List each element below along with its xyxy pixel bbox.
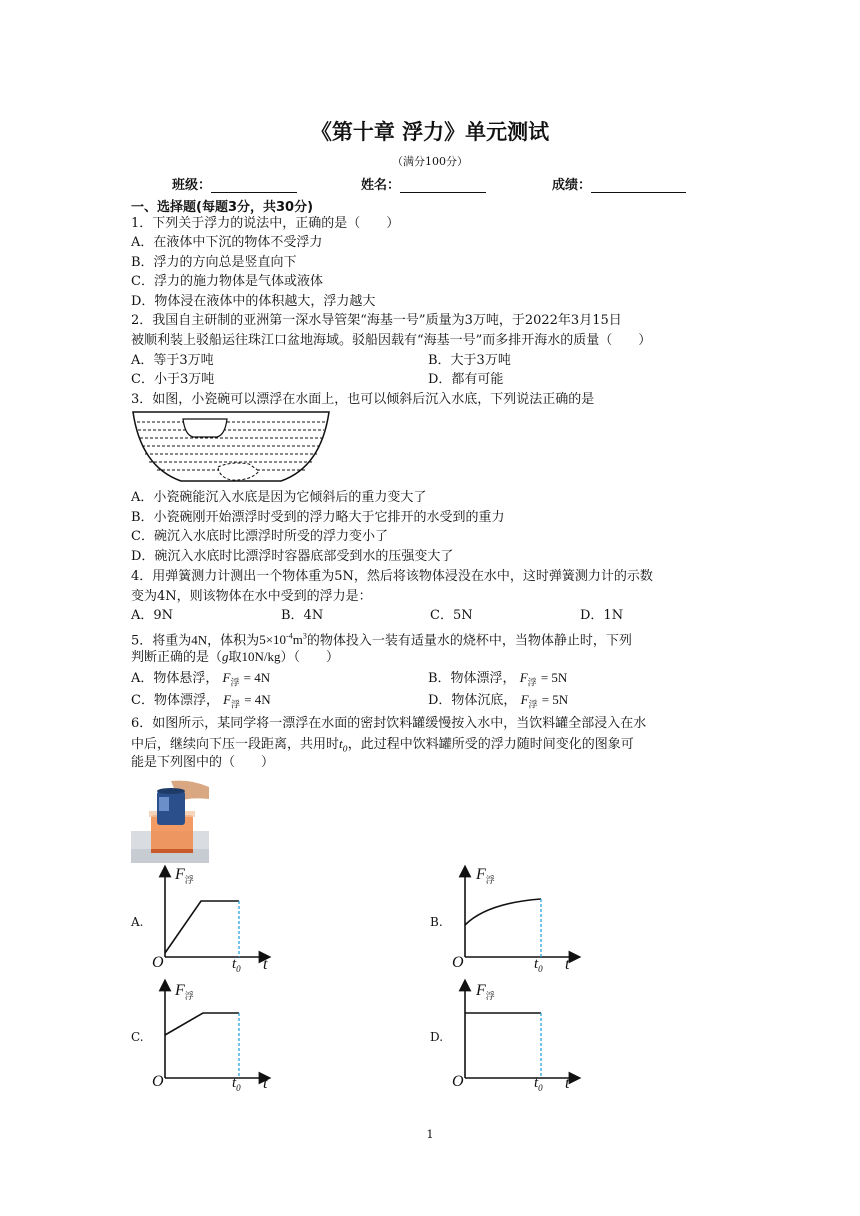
q5-text-c: 的物体投入一装有适量水的烧杯中，当物体静止时，下列 [306, 633, 632, 649]
page-title: 《第十章 浮力》单元测试 [310, 120, 550, 144]
q5-c-text: C．物体漂浮， [131, 693, 219, 708]
q5-c-f: F [223, 692, 232, 707]
class-blank [211, 178, 297, 193]
graph-a-curve [165, 901, 239, 953]
q5-text-f: ）（ ） [280, 650, 340, 665]
q5-b-value: = 5N [540, 670, 568, 685]
graph-a-origin: O [152, 954, 164, 971]
q5-line1 [131, 628, 632, 650]
graph-a-label: A. [131, 915, 144, 929]
q5-b-sub: 浮 [527, 678, 537, 689]
q3-option-b: B．小瓷碗刚开始漂浮时受到的浮力略大于它排开的水受到的重力 [131, 510, 505, 525]
graph-a-y-label: $F_浮$ [175, 866, 194, 886]
q2-option-c: C．小于3万吨 [131, 372, 215, 387]
name-label: 姓名： [361, 178, 401, 193]
score-blank [591, 178, 686, 193]
q5-weight: 4N [191, 632, 208, 648]
q4-option-b: B．4N [281, 608, 324, 623]
q1-option-a: A．在液体中下沉的物体不受浮力 [131, 235, 323, 250]
q2-option-a: A．等于3万吨 [131, 353, 214, 368]
q1-option-d: D．物体浸在液体中的体积越大，浮力越大 [131, 294, 376, 309]
q5-unit-exp: 3 [302, 632, 307, 641]
q5-volume [259, 632, 307, 647]
q5-line2 [131, 648, 339, 667]
graph-c-curve [165, 1013, 239, 1035]
q5-d-f: F [520, 692, 529, 707]
q5-a-sub: 浮 [230, 678, 240, 689]
q5-g: g [222, 649, 229, 664]
class-field [172, 174, 297, 193]
score-field [552, 174, 686, 193]
graph-c-t0: $t_0$ [232, 1075, 241, 1093]
graph-b-y-label: $F_浮$ [476, 866, 495, 886]
graph-c-origin: O [152, 1073, 164, 1090]
graph-d-y-label: $F_浮$ [476, 982, 495, 1002]
q5-d-text: D．物体沉底， [428, 693, 517, 708]
q1-option-b: B．浮力的方向总是竖直向下 [131, 255, 297, 270]
q5-vol-exp: -4 [286, 632, 293, 641]
graph-c-x-label: t [263, 1075, 268, 1092]
q6-text-a: 中后，继续向下压一段距离，共用时 [131, 737, 340, 752]
page-number: 1 [426, 1128, 434, 1141]
page-subtitle: （满分100分） [392, 155, 468, 168]
q3-option-a: A．小瓷碗能沉入水底是因为它倾斜后的重力变大了 [131, 490, 427, 505]
graph-b-curve [465, 899, 541, 925]
q5-text-d: 判断正确的是（ [131, 650, 223, 665]
q5-c-sub: 浮 [231, 700, 241, 711]
graph-options [131, 863, 611, 1093]
q4-option-a: A．9N [131, 608, 174, 623]
q6-text-b: ，此过程中饮料罐所受的浮力随时间变化的图象可 [347, 737, 634, 752]
q5-c-value: = 4N [244, 692, 271, 707]
q5-text-e: 取 [228, 650, 242, 665]
graph-b-origin: O [452, 954, 464, 971]
graph-b-x-label: t [565, 956, 570, 973]
graph-d-x-label: t [565, 1075, 570, 1092]
graph-a-x-label: t [263, 956, 268, 973]
q3-stem: 3．如图，小瓷碗可以漂浮在水面上，也可以倾斜后沉入水底，下列说法正确的是 [131, 392, 595, 407]
q1-option-c: C．浮力的施力物体是气体或液体 [131, 274, 323, 289]
can-photo [131, 777, 209, 863]
graph-d-origin: O [452, 1073, 464, 1090]
q5-a-value: = 4N [243, 670, 271, 685]
q6-line3: 能是下列图中的（ ） [131, 755, 275, 770]
q5-a-f: F [222, 670, 231, 685]
q4-option-d: D．1N [580, 608, 624, 623]
q1-stem: 1．下列关于浮力的说法中，正确的是（ ） [131, 216, 400, 231]
floating-bowl [183, 419, 227, 437]
q5-option-a [131, 669, 270, 693]
graph-a-t0: $t_0$ [232, 956, 241, 974]
score-label: 成绩： [552, 178, 592, 193]
q2-line2: 被顺利装上驳船运往珠江口盆地海域。驳船因载有“海基一号”而多排开海水的质量（ ） [131, 333, 652, 348]
q5-vol-unit: m [292, 632, 303, 648]
q5-d-value: = 5N [541, 692, 569, 707]
q5-gval: 10N/kg [241, 649, 281, 664]
q5-a-text: A．物体悬浮， [131, 671, 219, 686]
q5-b-text: B．物体漂浮， [428, 671, 516, 686]
class-label: 班级： [172, 178, 212, 193]
name-blank [400, 178, 486, 193]
q5-option-b [428, 669, 567, 693]
graph-d-t0: $t_0$ [534, 1075, 543, 1093]
q5-text-b: ，体积为 [207, 633, 260, 649]
q6-t0: t [339, 736, 343, 751]
q6-t0-sub: 0 [342, 744, 348, 754]
q5-option-d [428, 691, 568, 715]
graph-b-label: B. [430, 915, 443, 929]
q2-option-b: B．大于3万吨 [428, 353, 511, 368]
q5-option-c [131, 691, 271, 715]
q3-option-d: D．碗沉入水底时比漂浮时容器底部受到水的压强变大了 [131, 549, 454, 564]
q2-line1: 2．我国自主研制的亚洲第一深水导管架“海基一号”质量为3万吨，于2022年3月15日 [131, 313, 622, 328]
q5-d-sub: 浮 [528, 700, 538, 711]
bowl-figure [131, 409, 331, 489]
q4-line2: 变为4N，则该物体在水中受到的浮力是： [131, 589, 372, 604]
q5-b-f: F [519, 670, 528, 685]
q4-option-c: C．5N [430, 608, 473, 623]
graph-c-y-label: $F_浮$ [175, 982, 194, 1002]
section-heading: 一、选择题(每题3分，共30分) [131, 200, 314, 215]
name-field [361, 174, 486, 193]
q6-line1: 6．如图所示，某同学将一漂浮在水面的密封饮料罐缓慢按入水中，当饮料罐全部浸入在水 [131, 716, 647, 731]
graph-d-label: D. [430, 1030, 444, 1044]
q5-vol-base: 5×10 [259, 632, 287, 648]
q2-option-d: D．都有可能 [428, 372, 504, 387]
graph-c-label: C. [131, 1030, 144, 1044]
graph-b-t0: $t_0$ [534, 956, 543, 974]
q3-option-c: C．碗沉入水底时比漂浮时所受的浮力变小了 [131, 529, 388, 544]
q4-line1: 4．用弹簧测力计测出一个物体重为5N，然后将该物体浸没在水中，这时弹簧测力计的示数 [131, 569, 653, 584]
q5-text-a: 5．将重为 [131, 633, 192, 649]
